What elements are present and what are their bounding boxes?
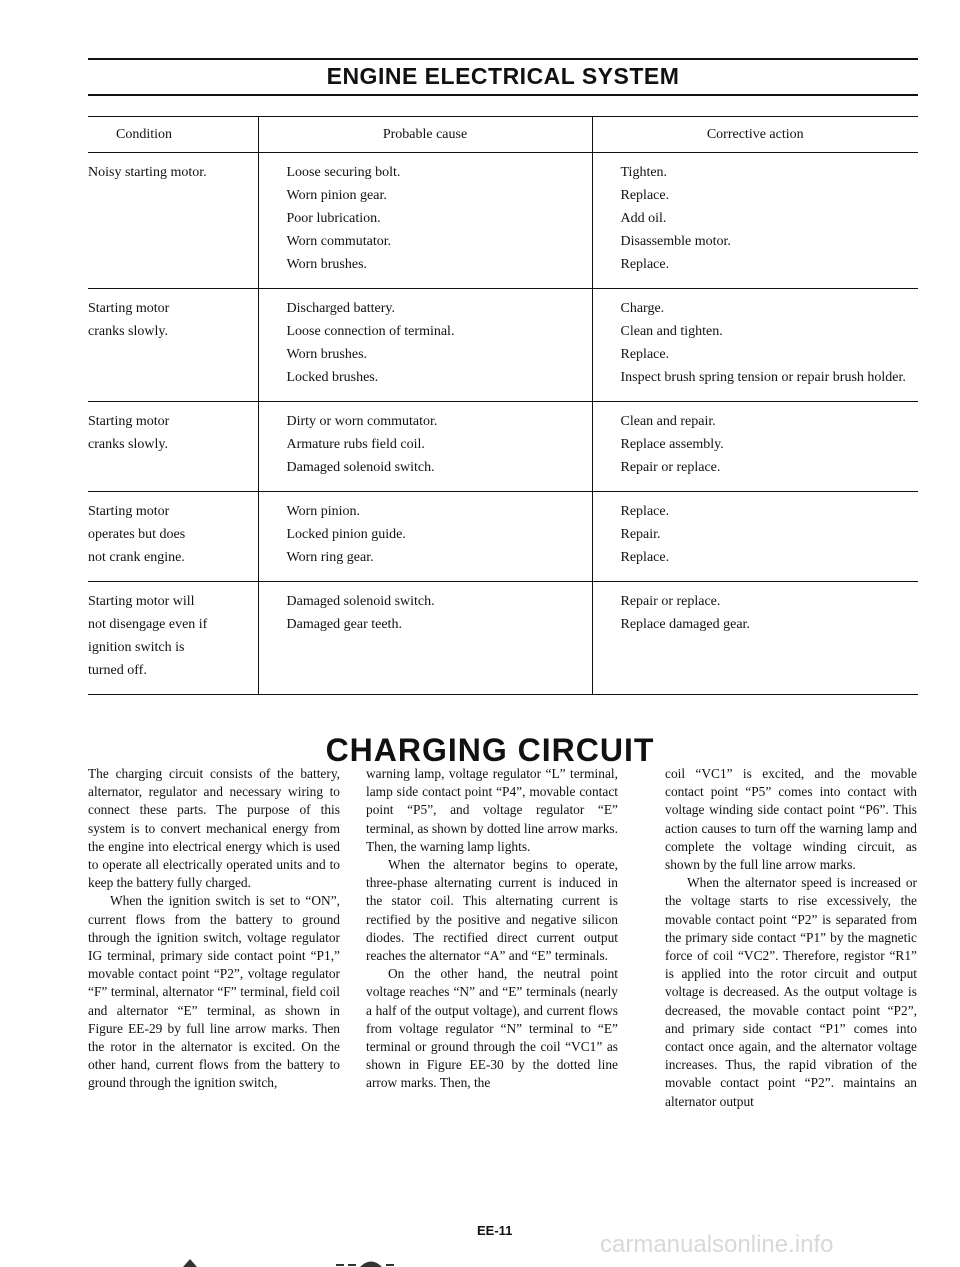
corrective-action-cell [592,289,918,402]
text-column-2 [366,765,618,1093]
probable-cause-cell [258,153,592,289]
column-header-condition: Condition [88,117,258,153]
column-header-probable-cause: Probable cause [258,117,592,153]
troubleshooting-table [88,116,918,695]
text-column-1 [88,765,340,1093]
condition-cell-line: Noisy starting motor. [88,165,207,180]
condition-cell-line: not crank engine. [88,550,185,565]
table-row [88,402,918,492]
corrective-action-cell-line: Replace. [620,347,670,362]
condition-cell-line: Starting motor [88,504,170,519]
probable-cause-cell-line: Locked pinion guide. [286,527,406,542]
corrective-action-cell-line: Replace. [620,257,670,272]
condition-cell-line: cranks slowly. [88,437,168,452]
probable-cause-cell [258,402,592,492]
corrective-action-cell [592,492,918,582]
binder-mark-icon [182,1258,198,1267]
condition-cell [88,402,258,492]
condition-cell [88,492,258,582]
column-header-corrective-action: Corrective action [592,117,918,153]
section-title: CHARGING CIRCUIT [325,732,655,768]
probable-cause-cell-line: Worn brushes. [286,257,368,272]
probable-cause-cell-line: Locked brushes. [286,370,379,385]
probable-cause-cell-line: Worn pinion gear. [286,188,387,203]
probable-cause-cell-line: Worn pinion. [286,504,361,519]
corrective-action-cell-line: Replace. [620,504,670,519]
page-number: EE-11 [477,1223,513,1238]
condition-cell-line: Starting motor [88,301,170,316]
paragraph: When the alternator speed is increased or the voltage starts to rise excessively, the movable contact point “P2” is separated from the primary side contact “P1” by the magnetic force of coil “VC2”. Therefore, registor “R1” is applied into the rotor circuit and output voltage is decreased. As the output voltage is decreased, the movable contact point “P2”, and primary side contact “P1” comes into contact once again, and the alternator voltage increases. Thus, the rapid vibration of the movable contact point “P2”. maintains an alternator output [665,875,917,1109]
corrective-action-cell-line: Replace. [620,550,670,565]
text-column-3 [665,765,917,1111]
corrective-action-cell-line: Inspect brush spring tension or repair brush holder. [620,370,906,385]
corrective-action-cell [592,582,918,695]
watermark: carmanualsonline.info [600,1231,834,1258]
probable-cause-cell-line: Worn brushes. [286,347,368,362]
condition-cell-line: Starting motor [88,414,170,429]
corrective-action-cell [592,153,918,289]
corrective-action-cell-line: Replace assembly. [620,437,724,452]
probable-cause-cell-line: Damaged gear teeth. [286,617,402,632]
probable-cause-cell-line: Damaged solenoid switch. [286,460,435,475]
corrective-action-cell-line: Disassemble motor. [620,234,731,249]
condition-cell-line: operates but does [88,527,186,542]
paragraph: coil “VC1” is excited, and the movable contact point “P5” comes into contact with voltage winding side contact point “P6”. This action causes to turn off the warning lamp and complete the voltage winding circuit, as shown by the full line arrow marks. [665,766,917,873]
corrective-action-cell-line: Clean and repair. [620,414,716,429]
probable-cause-cell-line: Discharged battery. [286,301,395,316]
paragraph: warning lamp, voltage regulator “L” terminal, lamp side contact point “P4”, movable contact point “P5”, and voltage regulator “E” terminal, as shown by dotted line arrow marks. Then, the warning lamp lights. [366,766,618,854]
corrective-action-cell-line: Repair or replace. [620,594,721,609]
probable-cause-cell-line: Loose securing bolt. [286,165,401,180]
probable-cause-cell-line: Worn commutator. [286,234,392,249]
table-row [88,582,918,695]
probable-cause-cell [258,492,592,582]
probable-cause-cell-line: Damaged solenoid switch. [286,594,435,609]
table-header-row [88,117,918,153]
paragraph: When the alternator begins to operate, three-phase alternating current is induced in the stator coil. This alternating current is rectified by the positive and negative silicon diodes. The rectified direct current output reaches the alternator “A” and “E” terminals. [366,857,618,964]
condition-cell [88,153,258,289]
corrective-action-cell-line: Replace. [620,188,670,203]
corrective-action-cell-line: Clean and tighten. [620,324,723,339]
printer-logo-icon [336,1256,406,1267]
paragraph: When the ignition switch is set to “ON”, current flows from the battery to ground through the ignition switch, voltage regulator IG terminal, primary side contact point “P1,” movable contact point “P2”, voltage regulator “F” terminal, alternator “F” terminal, field coil and alternator “E” terminal, as shown in Figure EE-29 by full line arrow marks. Then the rotor in the alternator is excited. On the other hand, current flows from the battery to ground through the ignition switch, [88,893,340,1091]
table-row [88,153,918,289]
condition-cell [88,289,258,402]
condition-cell-line: ignition switch is [88,640,185,655]
condition-cell-line: turned off. [88,663,147,678]
corrective-action-cell-line: Repair. [620,527,661,542]
table-row [88,289,918,402]
condition-cell-line: cranks slowly. [88,324,168,339]
corrective-action-cell-line: Repair or replace. [620,460,721,475]
condition-cell-line: Starting motor will [88,594,195,609]
probable-cause-cell [258,289,592,402]
probable-cause-cell-line: Worn ring gear. [286,550,374,565]
condition-cell [88,582,258,695]
probable-cause-cell-line: Loose connection of terminal. [286,324,455,339]
probable-cause-cell-line: Poor lubrication. [286,211,381,226]
condition-cell-line: not disengage even if [88,617,208,632]
page-header-title: ENGINE ELECTRICAL SYSTEM [88,62,918,90]
corrective-action-cell [592,402,918,492]
table-body [88,153,918,695]
probable-cause-cell-line: Armature rubs field coil. [286,437,425,452]
corrective-action-cell-line: Replace damaged gear. [620,617,750,632]
paragraph: On the other hand, the neutral point voltage reaches “N” and “E” terminals (nearly a half of the output voltage), and current flows from voltage regulator “N” terminal to “E” terminal or ground through the coil “VC1” as shown in Figure EE-30 by the dotted line arrow marks. Then, the [366,966,618,1091]
paragraph: The charging circuit consists of the battery, alternator, regulator and necessary wiring to connect these parts. The purpose of this system is to convert mechanical energy from the engine into electrical energy which is used to operate all electrically operated units and to keep the battery fully charged. [88,766,340,891]
page-header [88,58,918,96]
corrective-action-cell-line: Tighten. [620,165,668,180]
probable-cause-cell-line: Dirty or worn commutator. [286,414,438,429]
corrective-action-cell-line: Charge. [620,301,665,316]
corrective-action-cell-line: Add oil. [620,211,667,226]
table-row [88,492,918,582]
probable-cause-cell [258,582,592,695]
